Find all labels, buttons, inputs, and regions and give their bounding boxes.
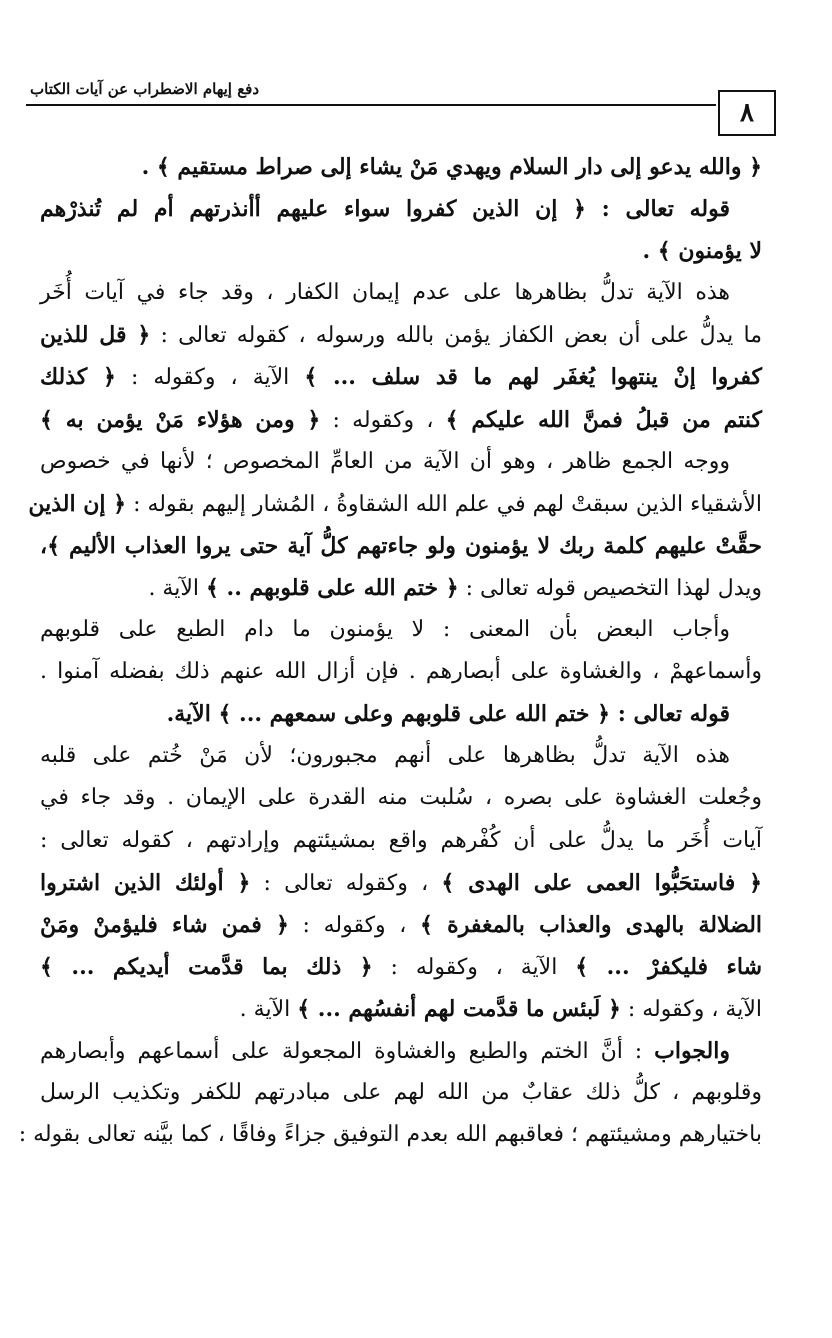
commentary-text: وقلوبهم ، كلُّ ذلك عقابٌ من الله لهم على مبادرتهم للكفر وتكذيب الرسل	[40, 1080, 762, 1106]
text-line	[40, 735, 762, 777]
quran-verse-text: شاء فليكفرْ ... ﴾	[575, 953, 763, 980]
text-line	[40, 651, 762, 693]
running-header-title: دفع إيهام الاضطراب عن آيات الكتاب	[30, 80, 260, 98]
commentary-text: الآية ، وكقوله :	[372, 954, 576, 980]
text-line	[40, 525, 762, 567]
text-line	[40, 820, 762, 862]
quran-verse-text: والجواب	[654, 1037, 730, 1064]
quran-verse-text: حقَّتْ عليهم كلمة ربك لا يؤمنون ولو جاءتهم كلُّ آية حتى يروا العذاب الأليم ﴾،	[40, 532, 762, 559]
text-line	[40, 441, 762, 483]
commentary-text: هذه الآية تدلُّ بظاهرها على أنهم مجبورون؛ لأن مَنْ خُتم على قلبه	[40, 743, 730, 769]
body-text	[18, 146, 763, 1156]
commentary-text: ، وكقوله تعالى :	[250, 870, 442, 896]
commentary-text: ، وكقوله :	[288, 912, 420, 938]
page-number-box	[718, 90, 776, 136]
text-line	[40, 1030, 762, 1072]
quran-verse-text: ﴿ والله يدعو إلى دار السلام ويهدي مَنْ يشاء إلى صراط مستقيم ﴾ .	[141, 154, 762, 180]
commentary-text: وجُعلت الغشاوة على بصره ، سُلبت منه القدرة على الإيمان . وقد جاء في	[40, 785, 762, 811]
text-line	[40, 567, 762, 609]
text-line	[40, 230, 762, 272]
commentary-text: ما يدلُّ على أن بعض الكفاز يؤمن بالله ورسوله ، كقوله تعالى :	[150, 323, 762, 349]
commentary-text: : أنَّ الختم والطبع والغشاوة المجعولة على أسماعهم وأبصارهم	[40, 1038, 655, 1064]
text-line	[40, 777, 762, 819]
quran-verse-text: ﴿ فاستحَبُّوا العمى على الهدى ﴾	[441, 869, 762, 896]
text-line	[40, 862, 762, 904]
quran-verse-text: ﴿ إن الذين	[28, 490, 127, 517]
quran-verse-text: ﴿ ذلك بما قدَّمت أيديكم ... ﴾	[40, 953, 373, 980]
quran-verse-text: كفروا إنْ ينتهوا يُغفَر لهم ما قد سلف ... ﴾	[304, 364, 762, 391]
text-line	[40, 609, 762, 651]
quran-verse-text: ﴿ فمن شاء فليؤمنْ ومَنْ	[40, 911, 289, 938]
text-line	[40, 314, 762, 356]
quran-verse-text: ﴿ ومن هؤلاء مَنْ يؤمن به ﴾	[40, 406, 321, 433]
text-line	[40, 356, 762, 398]
commentary-text: وأجاب البعض بأن المعنى : لا يؤمنون ما دام الطبع على قلوبهم	[40, 617, 730, 643]
quran-verse-text: ﴿ قل للذين	[40, 322, 151, 349]
commentary-text: وأسماعهمْ ، والغشاوة على أبصارهم . فإن أزال الله عنهم ذلك بفضله آمنوا .	[40, 659, 762, 685]
commentary-text: الآية ، وكقوله :	[620, 996, 762, 1022]
commentary-text: باختيارهم ومشيئتهم ؛ فعاقبهم الله بعدم التوفيق جزاءً وفاقًا ، كما بيَّنه تعالى بقوله :	[18, 1122, 762, 1148]
text-line	[40, 1072, 762, 1114]
quran-verse-text: ﴿ كذلك	[40, 364, 116, 391]
quran-verse-text: قوله تعالى : ﴿ إن الذين كفروا سواء عليهم أأنذرتهم أم لم تُنذرْهم	[40, 196, 730, 223]
commentary-text: ووجه الجمع ظاهر ، وهو أن الآية من العامِّ المخصوص ؛ لأنها في خصوص	[40, 448, 730, 474]
text-line	[40, 188, 762, 230]
text-line	[40, 988, 762, 1030]
text-line	[40, 693, 762, 735]
quran-verse-text: كنتم من قبلُ فمنَّ الله عليكم ﴾	[445, 406, 763, 433]
commentary-text: الأشقياء الذين سبقتْ لهم في علم الله الشقاوةُ ، المُشار إليهم بقوله :	[126, 491, 762, 517]
text-line	[40, 946, 762, 988]
text-line	[40, 146, 762, 188]
text-line	[28, 483, 762, 525]
commentary-text: ويدل لهذا التخصيص قوله تعالى :	[458, 575, 762, 601]
quran-verse-text: قوله تعالى : ﴿ ختم الله على قلوبهم وعلى سمعهم ... ﴾ الآية.	[166, 701, 730, 728]
commentary-text: الآية .	[148, 575, 206, 601]
text-line	[40, 272, 762, 314]
commentary-text: آيات أُخَر ما يدلُّ على أن كُفْرهم واقع بمشيئتهم وإرادتهم ، كقوله تعالى :	[40, 827, 762, 853]
commentary-text: الآية .	[239, 996, 298, 1022]
text-line	[40, 904, 762, 946]
text-line	[40, 399, 762, 441]
quran-verse-text: الضلالة بالهدى والعذاب بالمغفرة ﴾	[420, 911, 763, 938]
quran-verse-text: لا يؤمنون ﴾ .	[642, 238, 762, 265]
quran-verse-text: ﴿ ختم الله على قلوبهم .. ﴾	[206, 574, 459, 601]
quran-verse-text: ﴿ أولئك الذين اشتروا	[40, 869, 251, 896]
page-number: ٨	[740, 98, 754, 128]
commentary-text: ، وكقوله :	[320, 407, 446, 433]
header-rule	[26, 104, 716, 106]
text-line	[18, 1114, 762, 1156]
quran-verse-text: ﴿ لَبئس ما قدَّمت لهم أنفسُهم ... ﴾	[297, 995, 621, 1022]
commentary-text: الآية ، وكقوله :	[115, 365, 305, 391]
commentary-text: هذه الآية تدلُّ بظاهرها على عدم إيمان الكفار ، وقد جاء في آيات أُخَر	[40, 280, 730, 306]
